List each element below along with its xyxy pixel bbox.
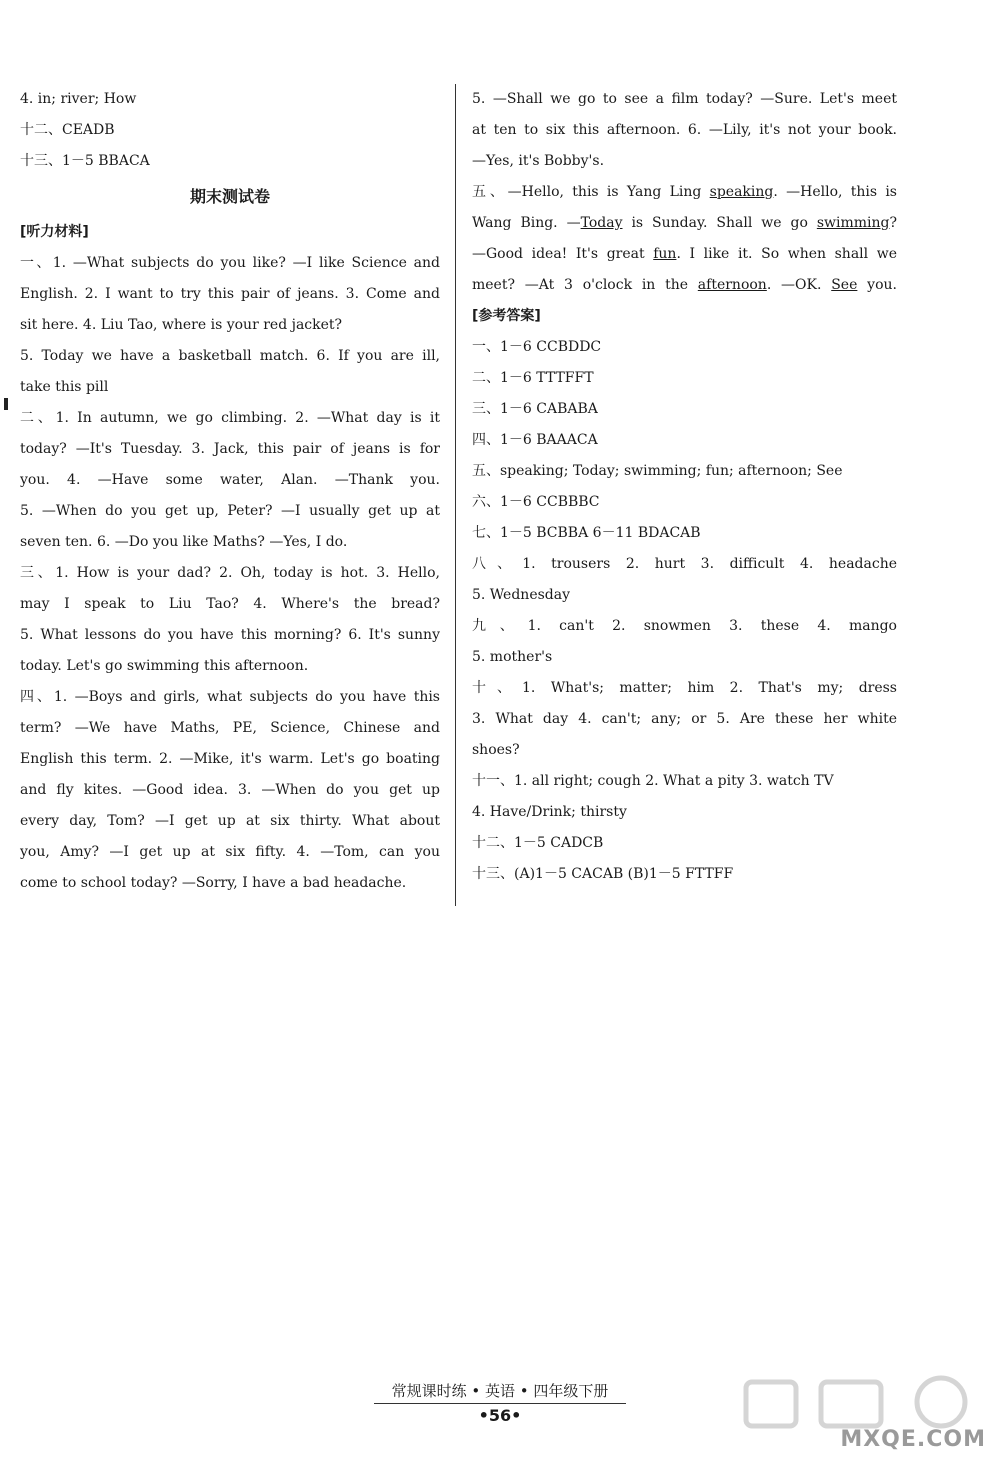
answer-underline: fun [653,246,677,262]
right-column [472,84,897,890]
book-title: 常规课时练 • 英语 • 四年级下册 [374,1380,627,1404]
text-line: 十三、(A)1－5 CACAB (B)1－5 FTTFF [472,866,734,882]
answer-underline: Today [580,215,623,231]
text-line: English this term. 2. —Mike, it's warm. Let's go boating [20,751,440,767]
text-line: 十二、1－5 CADCB [472,835,604,851]
text-line: 四、1. —Boys and girls, what subjects do you have this [20,689,440,705]
dialogue-line: —Good idea! It's great fun. I like it. So when shall we [472,246,897,262]
text-line: English. 2. I want to try this pair of jeans. 3. Come and [20,286,440,302]
text-line: 5. What lessons do you have this morning? 6. It's sunny [20,627,440,643]
text-line: 5. Wednesday [472,587,571,603]
text-line: 三、1－6 CABABA [472,401,598,417]
column-divider [455,84,456,906]
text-line: term? —We have Maths, PE, Science, Chinese and [20,720,440,736]
text-line: today. Let's go swimming this afternoon. [20,658,309,674]
text-line: take this pill [20,379,109,395]
text-line: 三、1. How is your dad? 2. Oh, today is hot. 3. Hello, [20,565,440,581]
text-line: you. 4. —Have some water, Alan. —Thank you. [20,472,440,488]
text-line: sit here. 4. Liu Tao, where is your red jacket? [20,317,343,333]
dialogue-line: Wang Bing. —Today is Sunday. Shall we go swimming? [472,215,898,231]
text-line: —Yes, it's Bobby's. [472,153,605,169]
text-line: come to school today? —Sorry, I have a bad headache. [20,875,407,891]
text-line: 四、1－6 BAAACA [472,432,598,448]
answers-header: [参考答案] [472,308,541,324]
answer-underline: speaking [709,184,774,200]
text-line: shoes? [472,742,520,758]
answer-underline: See [831,277,858,293]
text-line: 4. Have/Drink; thirsty [472,804,627,820]
text-line: 二、1. In autumn, we go climbing. 2. —What day is it [20,410,440,426]
text-line: 5. Today we have a basketball match. 6. If you are ill, [20,348,440,364]
text-line: 八、1. trousers 2. hurt 3. difficult 4. headache [472,556,897,572]
dialogue-line: meet? —At 3 o'clock in the afternoon. —OK. See you. [472,277,897,293]
text-line: at ten to six this afternoon. 6. —Lily, it's not your book. [472,122,897,138]
text-line: 十一、1. all right; cough 2. What a pity 3. watch TV [472,773,834,789]
left-column [20,84,440,899]
text-line: seven ten. 6. —Do you like Maths? —Yes, I do. [20,534,348,550]
text-line: 五、speaking; Today; swimming; fun; afternoon; See [472,463,843,479]
text-line: 六、1－6 CCBBBC [472,494,600,510]
text-line: 一、1. —What subjects do you like? —I like Science and [20,255,440,271]
text-line: 5. —When do you get up, Peter? —I usually get up at [20,503,440,519]
dialogue-line: 五、—Hello, this is Yang Ling speaking. —Hello, this is [472,184,897,200]
text-line: 3. What day 4. can't; any; or 5. Are these her white [472,711,897,727]
page-number: •56• [478,1406,522,1425]
text-line: and fly kites. —Good idea. 3. —When do you get up [20,782,440,798]
margin-mark [4,398,8,410]
text-line: you, Amy? —I get up at six fifty. 4. —Tom, can you [20,844,440,860]
answer-underline: afternoon [697,277,767,293]
answer-key [472,332,897,890]
text-line: every day, Tom? —I get up at six thirty. What about [20,813,440,829]
text-line: 一、1－6 CCBDDC [472,339,602,355]
section-title: 期末测试卷 [189,187,270,206]
text-line: 5. mother's [472,649,553,665]
text-line: 七、1－5 BCBBA 6－11 BDACAB [472,525,701,541]
text-line: may I speak to Liu Tao? 4. Where's the bread? [20,596,440,612]
text-line: 5. —Shall we go to see a film today? —Sure. Let's meet [472,91,897,107]
text-line: 十三、1－5 BBACA [20,153,150,169]
listening-header: [听力材料] [20,224,89,240]
text-line: 4. in; river; How [20,91,137,107]
text-line: today? —It's Tuesday. 3. Jack, this pair of jeans is for [20,441,440,457]
text-line: 十二、CEADB [20,122,115,138]
watermark-text: MXQE.COM [840,1427,986,1452]
answer-underline: swimming [816,215,890,231]
listening-material [20,248,440,899]
text-line: 二、1－6 TTTFFT [472,370,594,386]
text-line: 十、1. What's; matter; him 2. That's my; dress [472,680,897,696]
text-line: 九、1. can't 2. snowmen 3. these 4. mango [472,618,897,634]
